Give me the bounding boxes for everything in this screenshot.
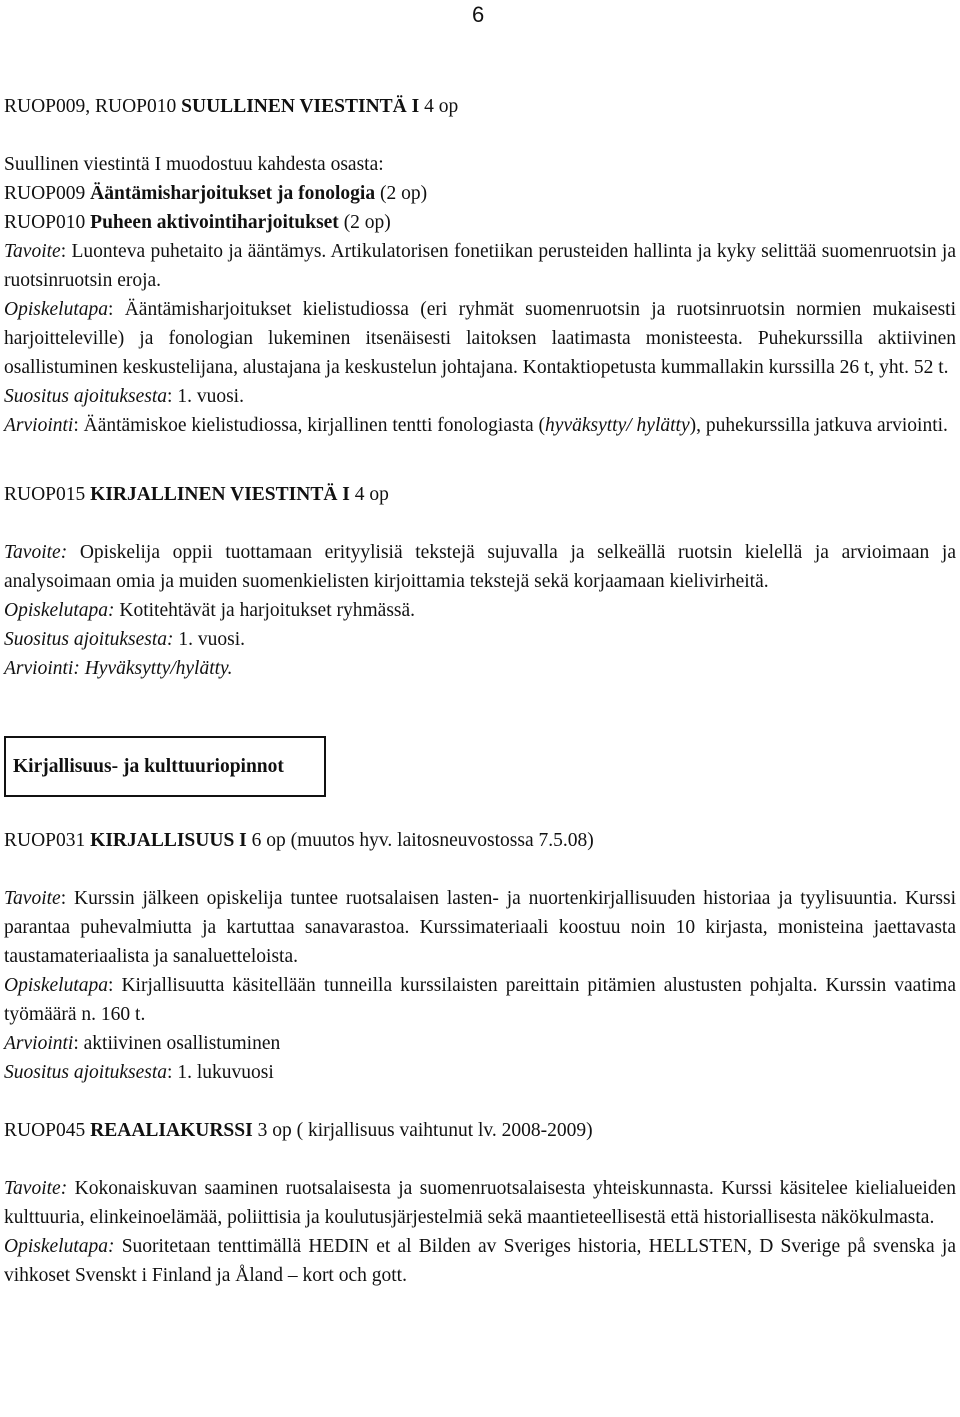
- course-evaluation: Arviointi: Hyväksytty/hylätty.: [4, 658, 233, 679]
- course-heading-ruop031: RUOP031 KIRJALLISUUS I 6 op (muutos hyv. laitosneuvostossa 7.5.08): [4, 830, 594, 851]
- course-timing: Suositus ajoituksesta: 1. vuosi.: [4, 386, 244, 407]
- document-page: [4, 92, 956, 1290]
- course-intro: Suullinen viestintä I muodostuu kahdesta osasta:: [4, 154, 384, 175]
- section-heading-box: Kirjallisuus- ja kulttuuriopinnot: [4, 736, 326, 797]
- course-heading-ruop015: RUOP015 KIRJALLINEN VIESTINTÄ I 4 op: [4, 484, 389, 505]
- course-heading-ruop045: RUOP045 REAALIAKURSSI 3 op ( kirjallisuus vaihtunut lv. 2008-2009): [4, 1120, 593, 1141]
- course-method: Opiskelutapa: Ääntämisharjoitukset kielistudiossa (eri ryhmät suomenruotsin ja ruotsinruotsin normien mukaisesti harjoitteleville) ja fonologian lukeminen itsenäisesti laitoksen laatimasta monisteesta. Puhekurssilla aktiivinen osallistuminen keskustelijana, alustajana ja keskustelun johtajana. Kontaktiopetusta kummallakin kurssilla 26 t, yht. 52 t.: [4, 299, 956, 378]
- course-method: Opiskelutapa: Kirjallisuutta käsitellään tunneilla kurssilaisten pareittain pitämien alustusten pohjalta. Kurssin vaatima työmäärä n. 160 t.: [4, 975, 956, 1025]
- course-timing: Suositus ajoituksesta: 1. lukuvuosi: [4, 1062, 274, 1083]
- course-evaluation: Arviointi: Ääntämiskoe kielistudiossa, kirjallinen tentti fonologiasta (hyväksytty/ hylätty), puhekurssilla jatkuva arviointi.: [4, 415, 948, 436]
- course-timing: Suositus ajoituksesta: 1. vuosi.: [4, 629, 246, 650]
- course-heading-ruop009-010: RUOP009, RUOP010 SUULLINEN VIESTINTÄ I 4 op: [4, 96, 459, 117]
- course-goal: Tavoite: Luonteva puhetaito ja ääntämys. Artikulatorisen fonetiikan perusteiden hallinta ja kyky selittää suomenruotsin ja ruotsinruotsin eroja.: [4, 241, 956, 291]
- course-evaluation: Arviointi: aktiivinen osallistuminen: [4, 1033, 281, 1054]
- course-goal: Tavoite: Kurssin jälkeen opiskelija tuntee ruotsalaisen lasten- ja nuortenkirjallisuuden historiaa ja tyylisuuntia. Kurssi parantaa puhevalmiutta ja kartuttaa sanavarastoa. Kurssimateriaali koostuu noin 10 kirjasta, monisteina jaettavasta taustamateriaalista ja sanaluetteloista.: [4, 888, 956, 967]
- course-part-2: RUOP010 Puheen aktivointiharjoitukset (2 op): [4, 212, 391, 233]
- course-goal: Tavoite: Opiskelija oppii tuottamaan erityylisiä tekstejä sujuvalla ja selkeällä ruotsin kielellä ja arvioimaan ja analysoimaan omia ja muiden suomenkielisten kirjoittamia tekstejä sekä korjaamaan kielivirheitä.: [4, 542, 956, 592]
- course-part-1: RUOP009 Ääntämisharjoitukset ja fonologia (2 op): [4, 183, 428, 204]
- course-method: Opiskelutapa: Kotitehtävät ja harjoitukset ryhmässä.: [4, 600, 416, 621]
- course-method: Opiskelutapa: Suoritetaan tenttimällä HEDIN et al Bilden av Sveriges historia, HELLSTEN, D Sverige på svenska ja vihkoset Svenskt i Finland ja Åland – kort och gott.: [4, 1236, 956, 1286]
- page-number: 6: [472, 2, 485, 27]
- course-goal: Tavoite: Kokonaiskuvan saaminen ruotsalaisesta ja suomenruotsalaisesta yhteiskunnasta. Kurssi käsitelee kielialueiden kulttuuria, elinkeinoelämää, poliittisia ja koulutusjärjestelmiä sekä maantieteellisestä että historiallisesta näkökulmasta.: [4, 1178, 956, 1228]
